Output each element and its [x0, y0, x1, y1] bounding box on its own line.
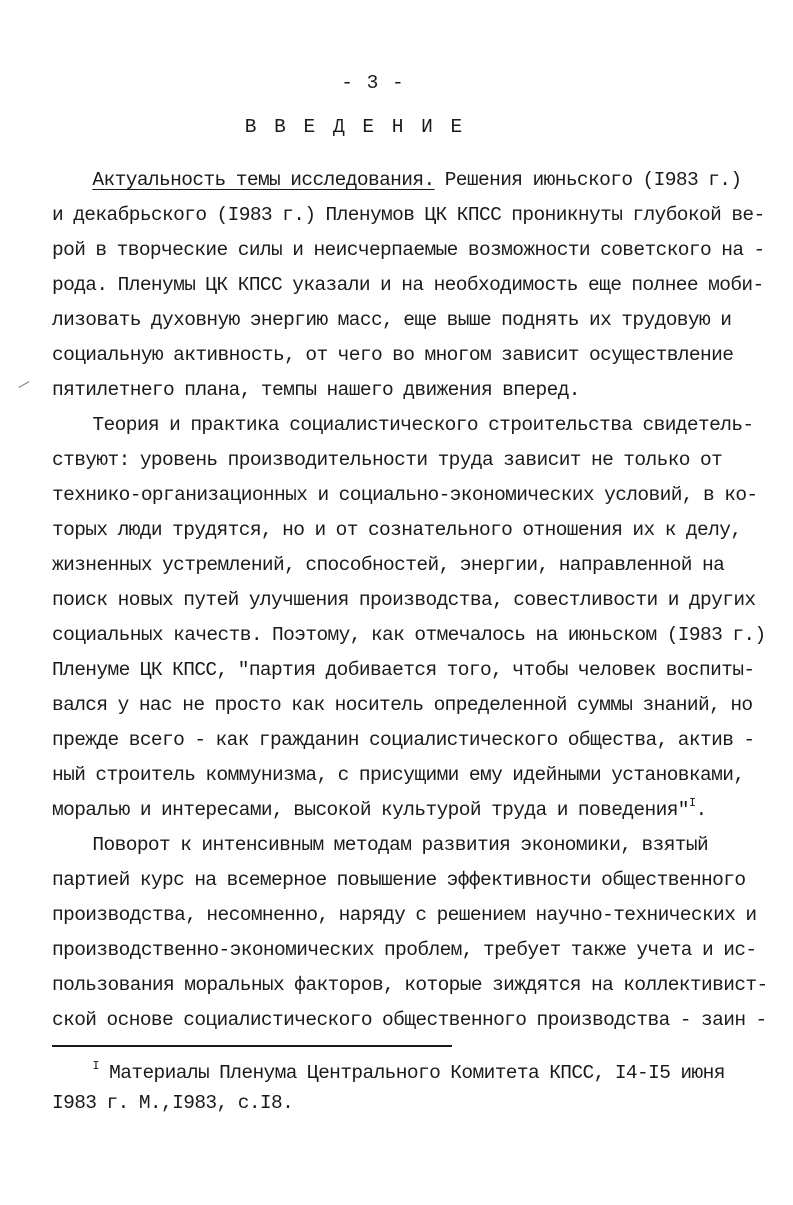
body-line: Поворот к интенсивным методам развития экономики, взятый — [52, 834, 709, 856]
topic-relevance-lead: Актуальность темы исследования. — [92, 169, 435, 191]
footnote-divider — [52, 1045, 452, 1047]
body-line: вался у нас не просто как носитель определенной суммы знаний, но — [52, 694, 753, 716]
body-line: технико-организационных и социально-экономических условий, в ко- — [52, 484, 758, 506]
footnote-line: I983 г. М.,I983, с.I8. — [52, 1092, 294, 1114]
body-line-text: моралью и интересами, высокой культурой труда и поведения" — [52, 799, 689, 821]
body-line: ствуют: уровень производительности труда зависит не только от — [52, 449, 723, 471]
body-line: торых люди трудятся, но и от сознательного отношения их к делу, — [52, 519, 742, 541]
footnote-line — [52, 1059, 725, 1084]
footnote-mark: I — [92, 1059, 100, 1073]
body-line: пятилетнего плана, темпы нашего движения вперед. — [52, 379, 580, 401]
body-line: социальных качеств. Поэтому, как отмечалось на июньском (I983 г.) — [52, 624, 766, 646]
body-line: лизовать духовную энергию масс, еще выше поднять их трудовую и — [52, 309, 732, 331]
section-title: В В Е Д Е Н И Е — [244, 116, 466, 138]
margin-mark — [19, 381, 30, 388]
body-line: пользования моральных факторов, которые зиждятся на коллективист- — [52, 974, 768, 996]
body-line: Пленуме ЦК КПСС, "партия добивается того, чтобы человек воспиты- — [52, 659, 755, 681]
body-line: партией курс на всемерное повышение эффективности общественного — [52, 869, 746, 891]
body-line: Теория и практика социалистического строительства свидетель- — [52, 414, 754, 436]
body-line-text: . — [695, 799, 707, 821]
body-line: прежде всего - как гражданин социалистического общества, актив - — [52, 729, 755, 751]
body-line: жизненных устремлений, способностей, энергии, направленной на — [52, 554, 725, 576]
body-line: производства, несомненно, наряду с решением научно-технических и — [52, 904, 757, 926]
body-line: поиск новых путей улучшения производства, совестливости и других — [52, 589, 756, 611]
body-line: производственно-экономических проблем, требует также учета и ис- — [52, 939, 757, 961]
body-line — [52, 169, 741, 191]
footnote-text: Материалы Пленума Центрального Комитета КПСС, I4-I5 июня — [99, 1062, 725, 1084]
body-line: и декабрьского (I983 г.) Пленумов ЦК КПСС проникнуты глубокой ве- — [52, 204, 765, 226]
body-line: рода. Пленумы ЦК КПСС указали и на необходимость еще полнее моби- — [52, 274, 764, 296]
footnote-reference: I — [688, 796, 696, 810]
page-number: - 3 - — [341, 72, 405, 94]
body-line — [52, 796, 707, 821]
body-line-text: Решения июньского (I983 г.) — [434, 169, 742, 191]
body-line: ный строитель коммунизма, с присущими ему идейными установками, — [52, 764, 745, 786]
body-line: ской основе социалистического общественного производства - заин - — [52, 1009, 767, 1031]
body-line: рой в творческие силы и неисчерпаемые возможности советского на - — [52, 239, 765, 261]
body-line: социальную активность, от чего во многом зависит осуществление — [52, 344, 734, 366]
